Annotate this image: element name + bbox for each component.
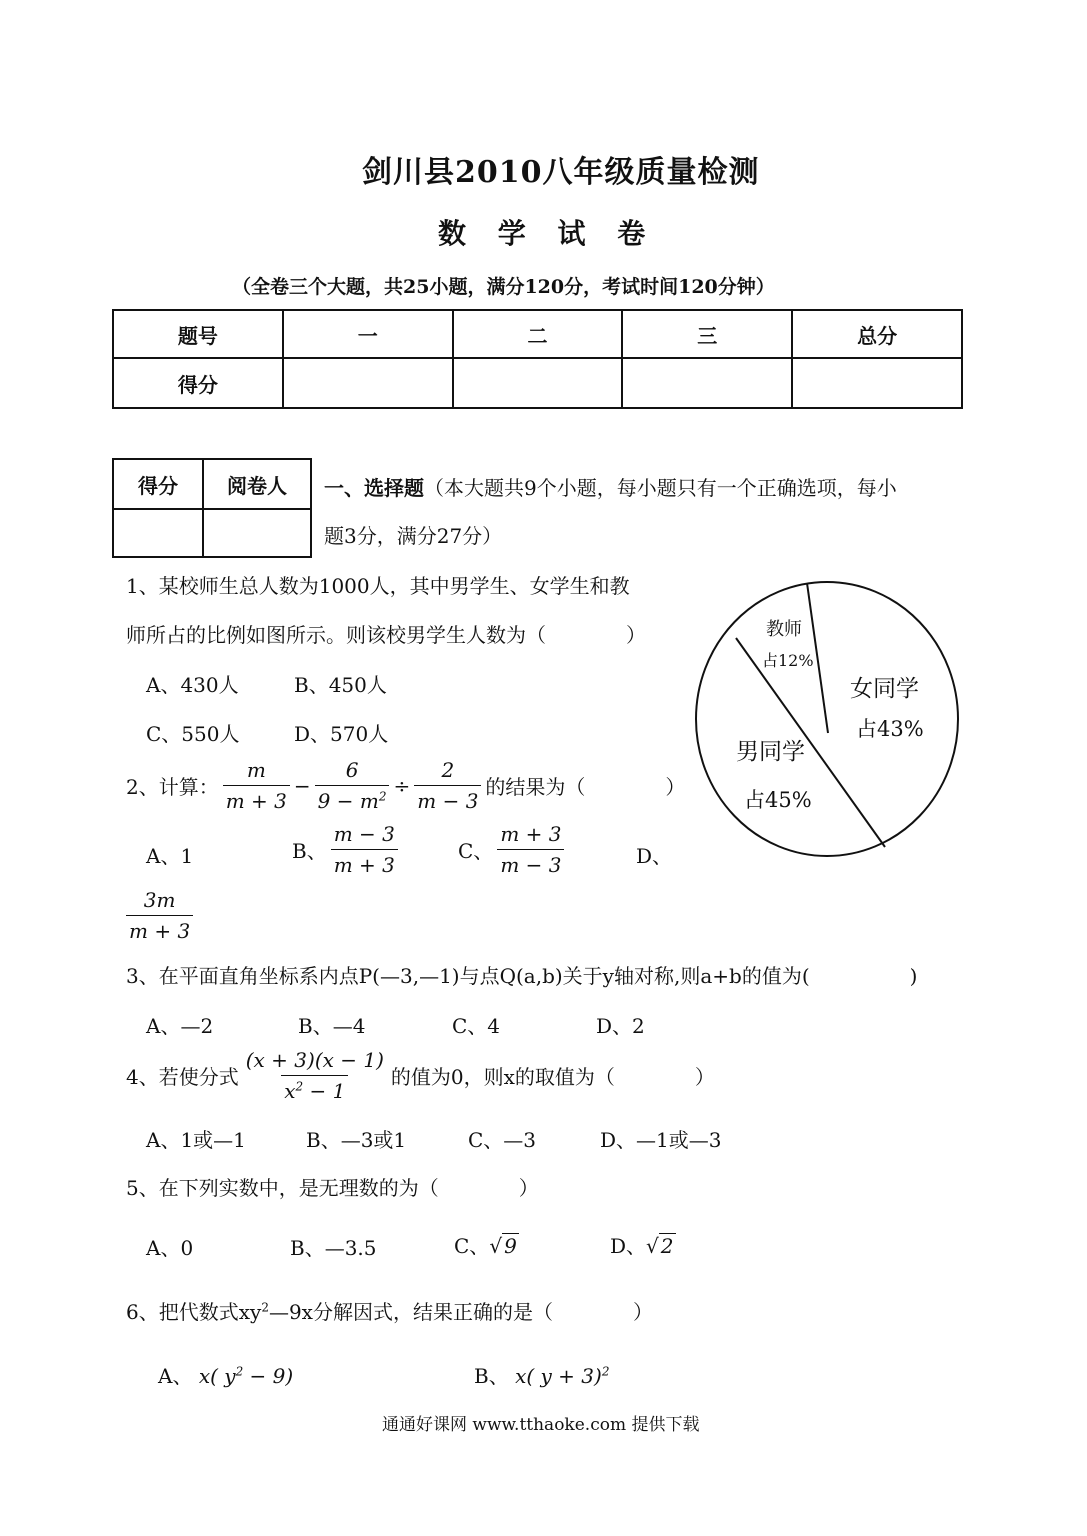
section1-desc-line2: 题3分，满分27分）	[324, 524, 503, 548]
q4-den-x: x	[284, 1079, 296, 1103]
q2-divide: ÷	[393, 773, 411, 798]
q1-stem-line1: 1、某校师生总人数为1000人，其中男学生、女学生和教	[126, 574, 630, 598]
q3-stem: 3、在平面直角坐标系内点P(—3,—1)与点Q(a,b)关于y轴对称,则a+b的值为( )	[126, 964, 918, 988]
pie-pct-female: 占43%	[856, 717, 924, 741]
q1-stem-line2: 师所占的比例如图所示。则该校男学生人数为（ ）	[126, 623, 646, 647]
score-cell[interactable]	[283, 358, 453, 408]
q6-stem	[126, 1296, 653, 1325]
q2-fraction-3-num: 2	[441, 758, 455, 782]
footer: 通通好课网 www.tthaoke.com 提供下载	[382, 1415, 700, 1435]
q1-option-c[interactable]: C、550人	[146, 722, 240, 746]
q4-suffix: 的值为0，则x的取值为（ ）	[390, 1065, 715, 1089]
q6-option-b-exponent: 2	[601, 1364, 610, 1379]
score-header-cell: 三	[622, 310, 792, 358]
q6-option-a-label: A、	[158, 1364, 193, 1388]
pie-pct-male: 占45%	[744, 788, 812, 812]
q2-option-c-fraction	[497, 822, 564, 877]
q2-option-d-fraction[interactable]	[122, 888, 197, 943]
section1-desc: （本大题共9个小题，每小题只有一个正确选项，每小	[424, 476, 897, 500]
q2-prefix: 2、计算：	[126, 775, 219, 799]
q2-exponent: 2	[378, 789, 387, 804]
pie-chart	[690, 578, 966, 864]
q5-option-d-radicand: 2	[660, 1234, 674, 1258]
q5-option-d-sqrt: √ 2	[646, 1234, 674, 1258]
q2-fraction-1-num: m	[246, 758, 266, 782]
q2-stem	[126, 758, 685, 813]
q2-fraction-1-den: m + 3	[223, 785, 290, 813]
q4-option-c[interactable]: C、—3	[468, 1128, 537, 1152]
q3-option-c[interactable]: C、4	[452, 1014, 501, 1038]
score-cell[interactable]	[453, 358, 623, 408]
q2-option-c-label: C、	[458, 839, 494, 863]
q2-option-a[interactable]: A、1	[146, 844, 194, 868]
q6-option-a-exponent: 2	[235, 1364, 244, 1379]
q2-option-c[interactable]	[458, 822, 568, 877]
q2-suffix: 的结果为（ ）	[485, 775, 686, 799]
q2-option-b-den: m + 3	[331, 849, 398, 877]
score-cell[interactable]	[622, 358, 792, 408]
q5-option-d[interactable]	[610, 1230, 676, 1259]
q2-option-b-num: m − 3	[333, 822, 395, 846]
score-row-label: 得分	[113, 358, 283, 408]
q1-option-b[interactable]: B、450人	[294, 673, 387, 697]
q5-option-c-radicand: 9	[504, 1234, 517, 1258]
section1-heading: 一、选择题	[324, 476, 424, 500]
q4-stem	[126, 1048, 715, 1103]
q1-option-d[interactable]: D、570人	[294, 722, 389, 746]
q2-option-d-label[interactable]: D、	[636, 844, 673, 868]
q2-fraction-2-num: 6	[345, 758, 359, 782]
q3-option-b[interactable]: B、—4	[298, 1014, 366, 1038]
q3-option-a[interactable]: A、—2	[146, 1014, 214, 1038]
q5-option-a[interactable]: A、0	[146, 1236, 194, 1260]
exam-note: （全卷三个大题，共25小题，满分120分，考试时间120分钟）	[232, 276, 775, 298]
q4-option-d[interactable]: D、—1或—3	[600, 1128, 722, 1152]
q4-option-a[interactable]: A、1或—1	[146, 1128, 246, 1152]
q6-option-b-label: B、	[474, 1364, 509, 1388]
score-header-cell: 一	[283, 310, 453, 358]
q6-exponent: 2	[261, 1300, 269, 1315]
q4-den-text: − 1	[303, 1079, 346, 1103]
q2-fraction-2-den	[315, 785, 390, 813]
grader-table	[112, 458, 312, 558]
q2-option-c-num: m + 3	[500, 822, 562, 846]
grader-header-reviewer: 阅卷人	[203, 459, 311, 509]
pie-label-female: 女同学	[850, 676, 919, 702]
grader-header-score: 得分	[113, 459, 203, 509]
score-table	[112, 309, 963, 409]
q2-fraction-3	[414, 758, 481, 813]
q5-option-c[interactable]	[454, 1230, 519, 1259]
q3-option-d[interactable]: D、2	[596, 1014, 645, 1038]
grader-score-cell[interactable]	[113, 509, 203, 557]
q4-prefix: 4、若使分式	[126, 1065, 239, 1089]
q2-option-b[interactable]	[292, 822, 402, 877]
q2-fraction-1	[223, 758, 290, 813]
q6-text-b: —9x分解因式，结果正确的是（ ）	[268, 1300, 653, 1324]
q5-option-c-sqrt: √ 9	[489, 1234, 517, 1258]
q6-text-a: 6、把代数式xy	[126, 1300, 262, 1324]
q6-option-a[interactable]	[158, 1360, 293, 1389]
q6-option-b[interactable]	[474, 1360, 609, 1389]
q2-option-d-num: 3m	[143, 888, 176, 912]
score-cell[interactable]	[792, 358, 962, 408]
q6-option-b-expr	[515, 1364, 609, 1388]
score-header-cell: 题号	[113, 310, 283, 358]
q4-fraction	[243, 1048, 387, 1103]
grader-reviewer-cell[interactable]	[203, 509, 311, 557]
q2-fraction-2-den-text: 9 − m	[317, 789, 379, 813]
q4-num: (x + 3)(x − 1)	[245, 1048, 384, 1072]
q6-option-a-expr-b: − 9)	[243, 1364, 294, 1388]
q2-option-d-frac	[126, 888, 193, 943]
q5-stem: 5、在下列实数中，是无理数的为（ ）	[126, 1176, 539, 1200]
q4-den	[281, 1075, 348, 1103]
page-subtitle: 数 学 试 卷	[438, 217, 646, 250]
q2-option-c-den: m − 3	[497, 849, 564, 877]
pie-pct-teacher: 占12%	[762, 651, 814, 670]
q1-option-a[interactable]: A、430人	[146, 673, 239, 697]
q5-option-c-label: C、	[454, 1234, 490, 1258]
q5-option-b[interactable]: B、—3.5	[290, 1236, 377, 1260]
q4-exponent: 2	[295, 1079, 304, 1094]
q5-option-d-label: D、	[610, 1234, 647, 1258]
q2-option-b-label: B、	[292, 839, 327, 863]
q2-minus: −	[293, 773, 311, 798]
q2-fraction-2	[315, 758, 390, 813]
score-header-cell: 总分	[792, 310, 962, 358]
score-header-cell: 二	[453, 310, 623, 358]
pie-label-male: 男同学	[736, 739, 805, 765]
q6-option-a-expr	[199, 1364, 293, 1388]
q6-option-b-expr-text: x( y + 3)	[515, 1364, 602, 1388]
q2-option-b-fraction	[331, 822, 398, 877]
section1-heading-line1	[324, 472, 897, 501]
page-title: 剑川县2010八年级质量检测	[362, 155, 760, 190]
q2-option-d-den: m + 3	[126, 915, 193, 943]
q6-option-a-expr-a: x( y	[198, 1364, 236, 1388]
pie-label-teacher: 教师	[766, 619, 802, 640]
q2-fraction-3-den: m − 3	[414, 785, 481, 813]
q4-option-b[interactable]: B、—3或1	[306, 1128, 407, 1152]
